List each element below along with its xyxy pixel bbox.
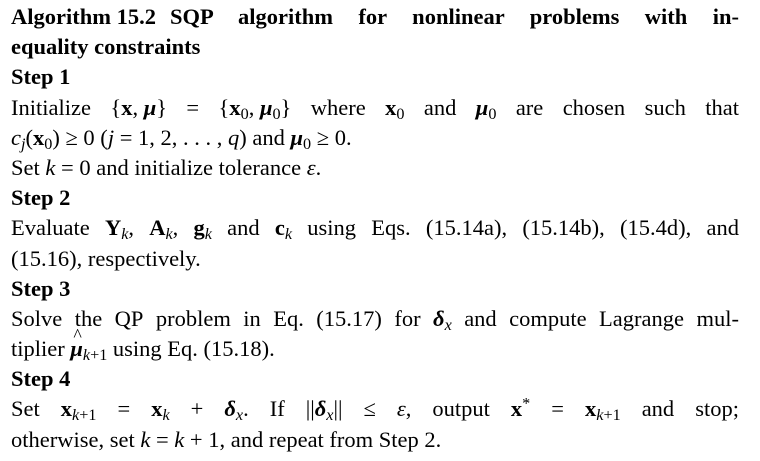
step-1-line-2: $c_j(x_0) \ge 0$ (j = 1, 2, . . . , q) and $\mu_0 \ge 0$. xyxy=(11,124,352,153)
step-4-line-1: Set $x_{k+1}$ = $x_k$ + $\delta_x$. If $||\delta_x||$ ≤ ε, output x* = $x_{k+1}$ and stop; xyxy=(11,395,739,425)
step-1-heading: Step 1 xyxy=(11,64,71,90)
step-2-line-2: (15.16), respectively. xyxy=(11,245,201,271)
algorithm-box xyxy=(11,2,739,455)
step-1-line-3: Set k = 0 and initialize tolerance ε. xyxy=(11,154,322,180)
step-2-line-1: Evaluate $Y_k$, $A_k$, $g_k$ and $c_k$ using Eqs. (15.14a), (15.14b), (15.4d), and xyxy=(11,215,739,244)
step-2-heading: Step 2 xyxy=(11,185,71,211)
algorithm-title-line-1 xyxy=(11,2,739,32)
algorithm-title-line-2: equality constraints xyxy=(11,34,201,60)
step-3-line-1: Solve the QP problem in Eq. (15.17) for $\delta_x$ and compute Lagrange mul- xyxy=(11,305,739,334)
step-3-heading: Step 3 xyxy=(11,275,71,301)
algorithm-title: SQP algorithm for nonlinear problems with in- xyxy=(170,4,739,29)
step-3-line-2: tiplier ^ $\mu_{k+1}$ using Eq. (15.18). xyxy=(11,334,739,364)
algorithm-label: Algorithm 15.2 xyxy=(11,4,156,29)
step-1-line-1: Initialize {x, μ} = {$x_0$, $\mu_0$} where $x_0$ and $\mu_0$ are chosen such that xyxy=(11,94,739,123)
step-4-heading: Step 4 xyxy=(11,366,71,392)
step-4-line-2: otherwise, set k = k + 1, and repeat from Step 2. xyxy=(11,426,442,452)
